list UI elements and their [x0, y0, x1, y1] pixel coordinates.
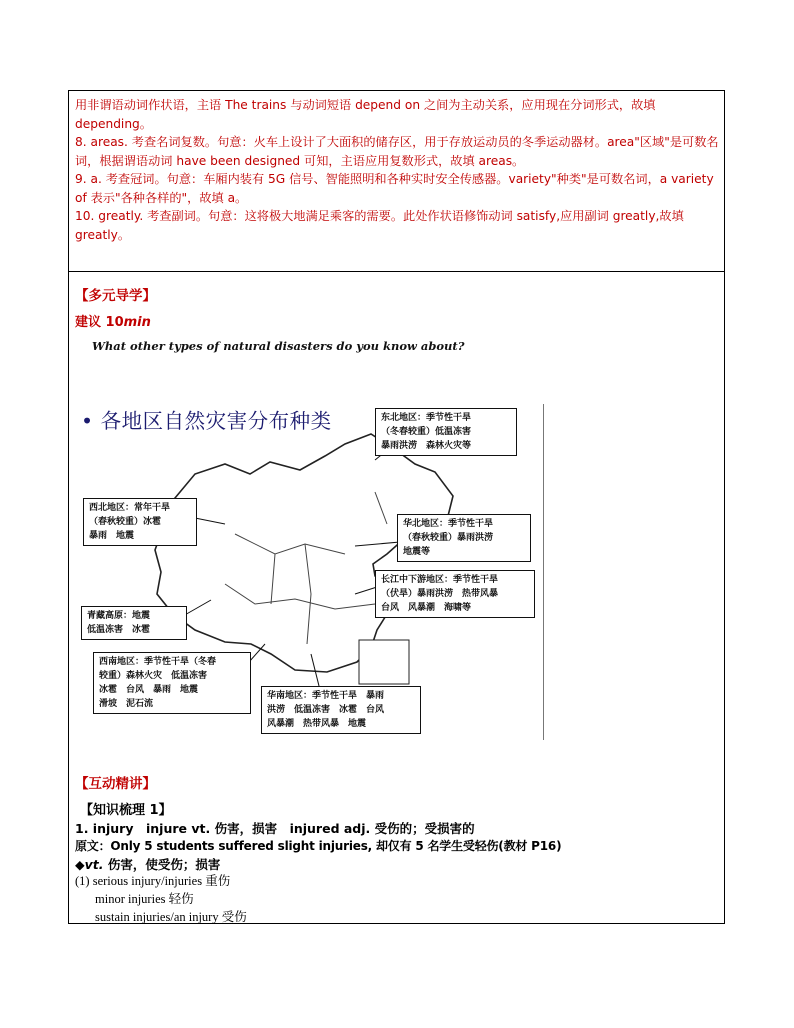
answer-line: 9. a. 考查冠词。句意：车厢内装有 5G 信号、智能照明和各种实时安全传感器。variety"种类"是可数名词，a variety of 表示"各种各样的"，故填 a。 — [75, 172, 714, 205]
region-south — [261, 686, 421, 734]
table-row-divider — [69, 271, 724, 272]
region-text: 暴雨洪涝 森林火灾等 — [381, 441, 472, 451]
pointer-yangtze — [355, 587, 377, 594]
map-title: • 各地区自然灾害分布种类 — [81, 409, 332, 433]
region-text: （伏旱）暴雨洪涝 热带风暴 — [381, 589, 499, 599]
pos-meaning: 伤害，使受伤；损害 — [103, 857, 221, 872]
knowledge-heading: 【知识梳理 1】 — [80, 803, 172, 818]
region-southwest — [93, 652, 251, 714]
phrase-item: (1) serious injury/injuries 重伤 — [75, 874, 231, 888]
diamond-bullet-icon: ◆ — [75, 857, 85, 872]
region-text: 洪涝 低温冻害 冰雹 台风 — [267, 705, 385, 715]
region-text: （春秋较重）暴雨洪涝 — [403, 533, 494, 543]
region-line-4 — [271, 554, 275, 604]
section-heading-hudong: 【互动精讲】 — [75, 776, 156, 792]
region-text: 冰雹 台风 暴雨 地震 — [99, 685, 199, 695]
region-text: 华北地区：季节性干旱 — [403, 519, 494, 529]
region-north — [397, 514, 531, 562]
south-sea-inset — [359, 640, 409, 684]
suggest-unit: min — [123, 315, 151, 330]
region-northeast — [375, 408, 517, 456]
pointer-south — [311, 654, 319, 686]
region-line-5 — [375, 492, 387, 524]
pointer-qingzang — [183, 600, 211, 616]
part-of-speech-line — [75, 855, 220, 873]
region-line-3 — [305, 544, 311, 644]
region-qingzang — [81, 606, 187, 640]
region-text: 滑坡 泥石流 — [99, 699, 154, 709]
suggested-time — [75, 311, 151, 330]
answer-line: 8. areas. 考查名词复数。句意：火车上设计了大面积的储存区，用于存放运动员的冬季运动器材。area"区域"是可数名词，根据谓语动词 have been designed 可知，主语应用复数形式，故填 areas。 — [75, 135, 719, 168]
region-text: 华南地区：季节性干旱 暴雨 — [267, 691, 385, 701]
region-text: （春秋较重）冰雹 — [89, 517, 162, 527]
source-sentence: 原文：Only 5 students suffered slight injuries, 却仅有 5 名学生受轻伤(教材 P16) — [75, 839, 562, 853]
region-line-1 — [235, 534, 345, 554]
pos-label: vt. — [84, 857, 104, 872]
region-text: 地震等 — [403, 547, 431, 557]
word-forms-line: 1. injury injure vt. 伤害，损害 injured adj. 受伤的；受损害的 — [75, 821, 475, 836]
region-text: 青藏高原：地震 — [87, 611, 151, 621]
region-text: 台风 风暴潮 海啸等 — [381, 603, 472, 613]
disaster-map-figure — [75, 404, 544, 740]
answer-line: 用非谓语动词作状语，主语 The trains 与动词短语 depend on 之间为主动关系，应用现在分词形式，故填 depending。 — [75, 98, 656, 131]
region-text: 东北地区：季节性干旱 — [381, 413, 472, 423]
section-heading-duoyuan: 【多元导学】 — [75, 288, 156, 304]
lead-in-question: What other types of natural disasters do you know about? — [92, 339, 465, 353]
region-text: 西北地区：常年干旱 — [89, 503, 171, 513]
suggest-prefix: 建议 10 — [75, 315, 124, 330]
region-northwest — [83, 498, 197, 546]
region-text: 暴雨 地震 — [89, 531, 135, 541]
region-text: 风暴潮 热带风暴 地震 — [267, 719, 367, 729]
region-text: 西南地区：季节性干旱（冬春 — [99, 657, 217, 667]
answer-explanations — [75, 96, 719, 244]
region-text: 长江中下游地区：季节性干旱 — [381, 575, 499, 585]
region-yangtze — [375, 570, 535, 618]
answer-line: 10. greatly. 考查副词。句意：这将极大地满足乘客的需要。此处作状语修饰动词 satisfy,应用副词 greatly,故填 greatly。 — [75, 209, 684, 242]
region-text: （冬春较重）低温冻害 — [381, 427, 472, 437]
pointer-northwest — [195, 518, 225, 524]
phrase-item: minor injuries 轻伤 — [95, 892, 194, 906]
region-text: 较重）森林火灾 低温冻害 — [99, 671, 208, 681]
region-line-2 — [225, 584, 375, 609]
pointer-north — [355, 542, 400, 546]
phrase-list — [75, 872, 247, 926]
phrase-item: sustain injuries/an injury 受伤 — [95, 910, 247, 924]
region-text: 低温冻害 冰雹 — [87, 625, 151, 635]
